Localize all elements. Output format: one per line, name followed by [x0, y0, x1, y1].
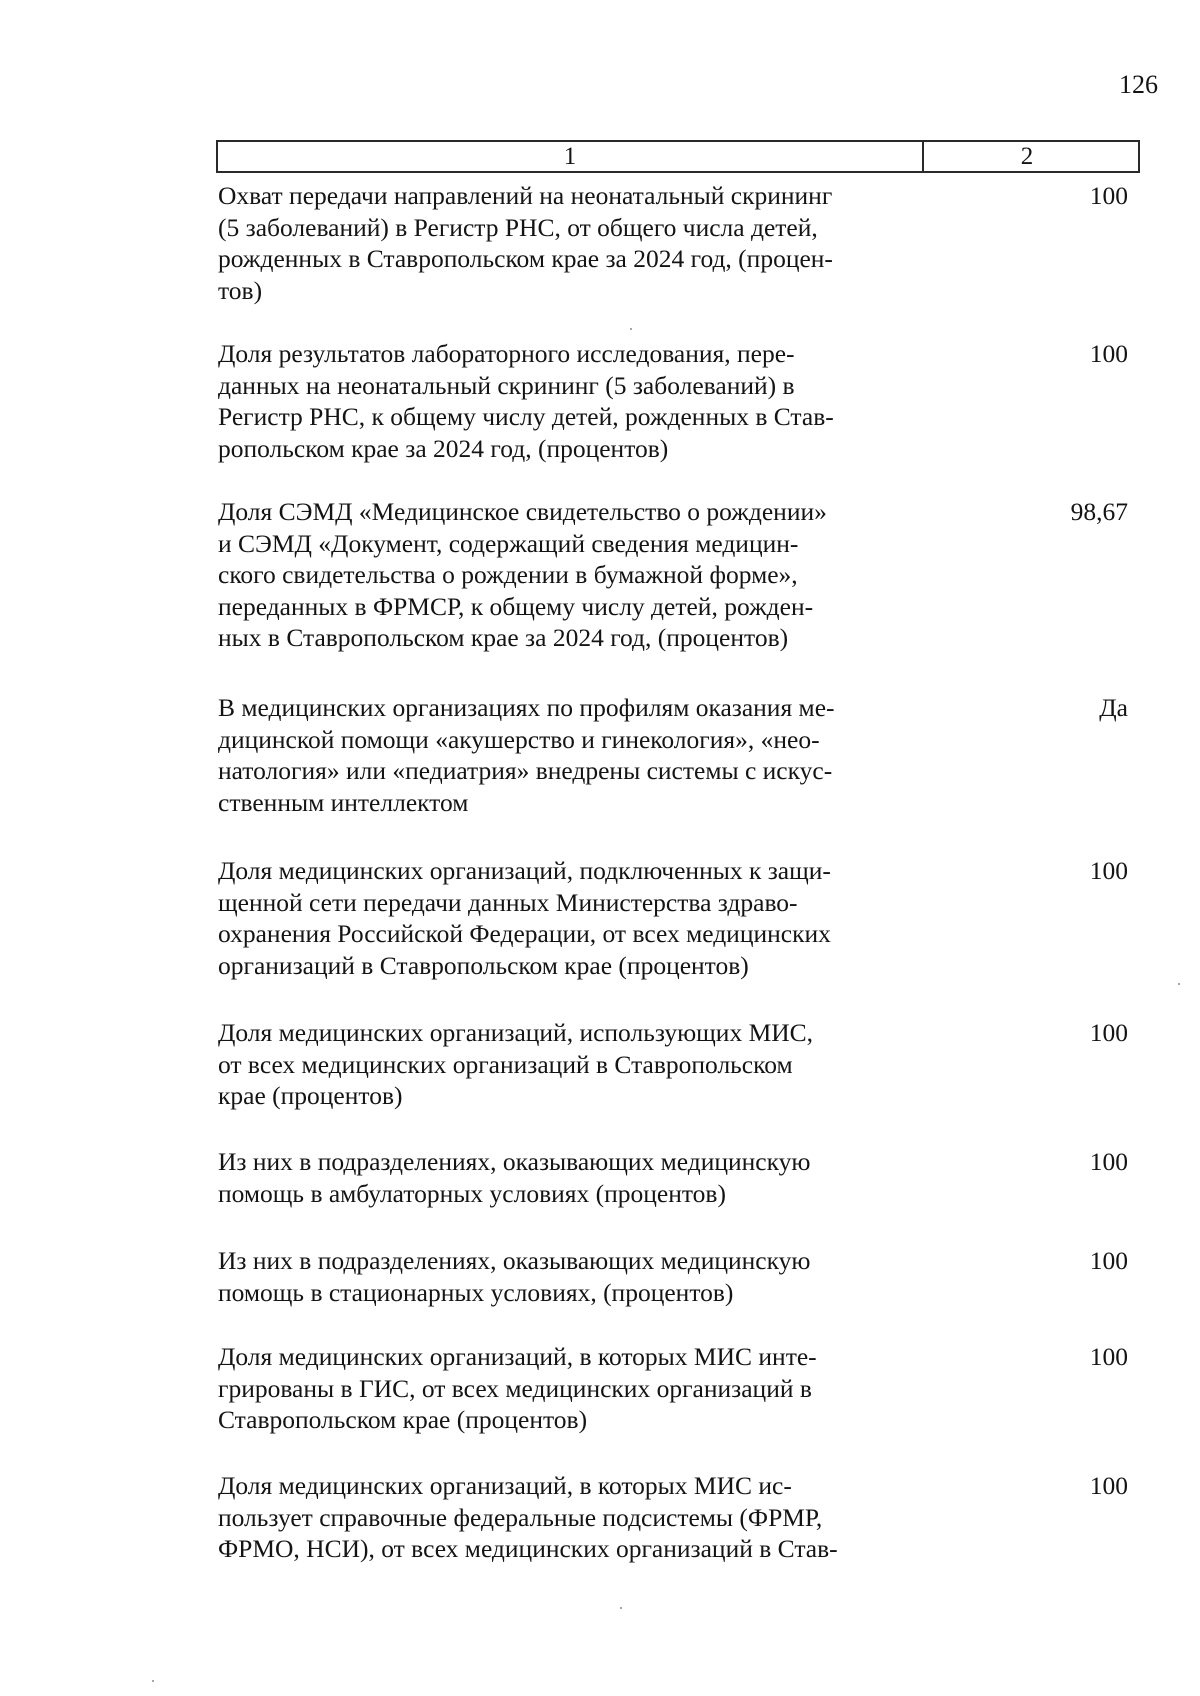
indicator-value: 98,67	[1070, 497, 1128, 526]
scan-speck	[620, 1607, 622, 1609]
indicator-description: Доля СЭМД «Медицинское свидетельство о рождении» и СЭМД «Документ, содержащий сведения медицин- ского свидетельства о рождении в бумажной форме», переданных в ФРМСР, к общему числу детей, рожден- ных в Ставропольском крае за 2024 год, (процентов)	[218, 497, 827, 652]
indicator-value: 100	[1089, 1246, 1128, 1275]
indicator-value: 100	[1089, 1018, 1128, 1047]
table-header	[216, 140, 1140, 173]
indicator-value: 100	[1089, 1471, 1128, 1500]
scan-speck	[1178, 983, 1180, 985]
indicator-description: Доля медицинских организаций, в которых МИС инте- грированы в ГИС, от всех медицинских организаций в Ставропольском крае (процентов)	[218, 1342, 817, 1434]
scan-speck	[152, 1680, 154, 1682]
indicator-description: Доля медицинских организаций, подключенных к защи- щенной сети передачи данных Министерства здраво- охранения Российской Федерации, от всех медицинских организаций в Ставропольском крае (процентов)	[218, 856, 831, 980]
indicator-value: 100	[1089, 1342, 1128, 1371]
indicator-value: 100	[1089, 339, 1128, 368]
column-header-2: 2	[1020, 143, 1034, 170]
column-header-1: 1	[218, 142, 924, 171]
indicator-description: Доля результатов лабораторного исследования, пере- данных на неонатальный скрининг (5 заболеваний) в Регистр РНС, к общему числу детей, рожденных в Став- ропольском крае за 2024 год, (процентов)	[218, 339, 834, 463]
indicator-value: Да	[1099, 693, 1128, 722]
indicator-description: Из них в подразделениях, оказывающих медицинскую помощь в стационарных условиях, (процентов)	[218, 1246, 811, 1307]
page-number: 126	[1119, 70, 1158, 99]
indicator-value: 100	[1089, 1147, 1128, 1176]
indicator-description: Охват передачи направлений на неонатальный скрининг (5 заболеваний) в Регистр РНС, от общего числа детей, рожденных в Ставропольском крае за 2024 год, (процен- тов)	[218, 181, 833, 305]
indicator-value: 100	[1089, 181, 1128, 210]
indicator-description: Из них в подразделениях, оказывающих медицинскую помощь в амбулаторных условиях (процентов)	[218, 1147, 811, 1208]
indicator-description: В медицинских организациях по профилям оказания ме- дицинской помощи «акушерство и гинекология», «нео- натология» или «педиатрия» внедрены системы с искус- ственным интеллектом	[218, 693, 835, 817]
scan-speck	[630, 328, 632, 330]
indicator-value: 100	[1089, 856, 1128, 885]
indicator-description: Доля медицинских организаций, использующих МИС, от всех медицинских организаций в Ставропольском крае (процентов)	[218, 1018, 814, 1110]
indicator-description: Доля медицинских организаций, в которых МИС ис- пользует справочные федеральные подсистемы (ФРМР, ФРМО, НСИ), от всех медицинских организаций в Став-	[218, 1471, 838, 1563]
